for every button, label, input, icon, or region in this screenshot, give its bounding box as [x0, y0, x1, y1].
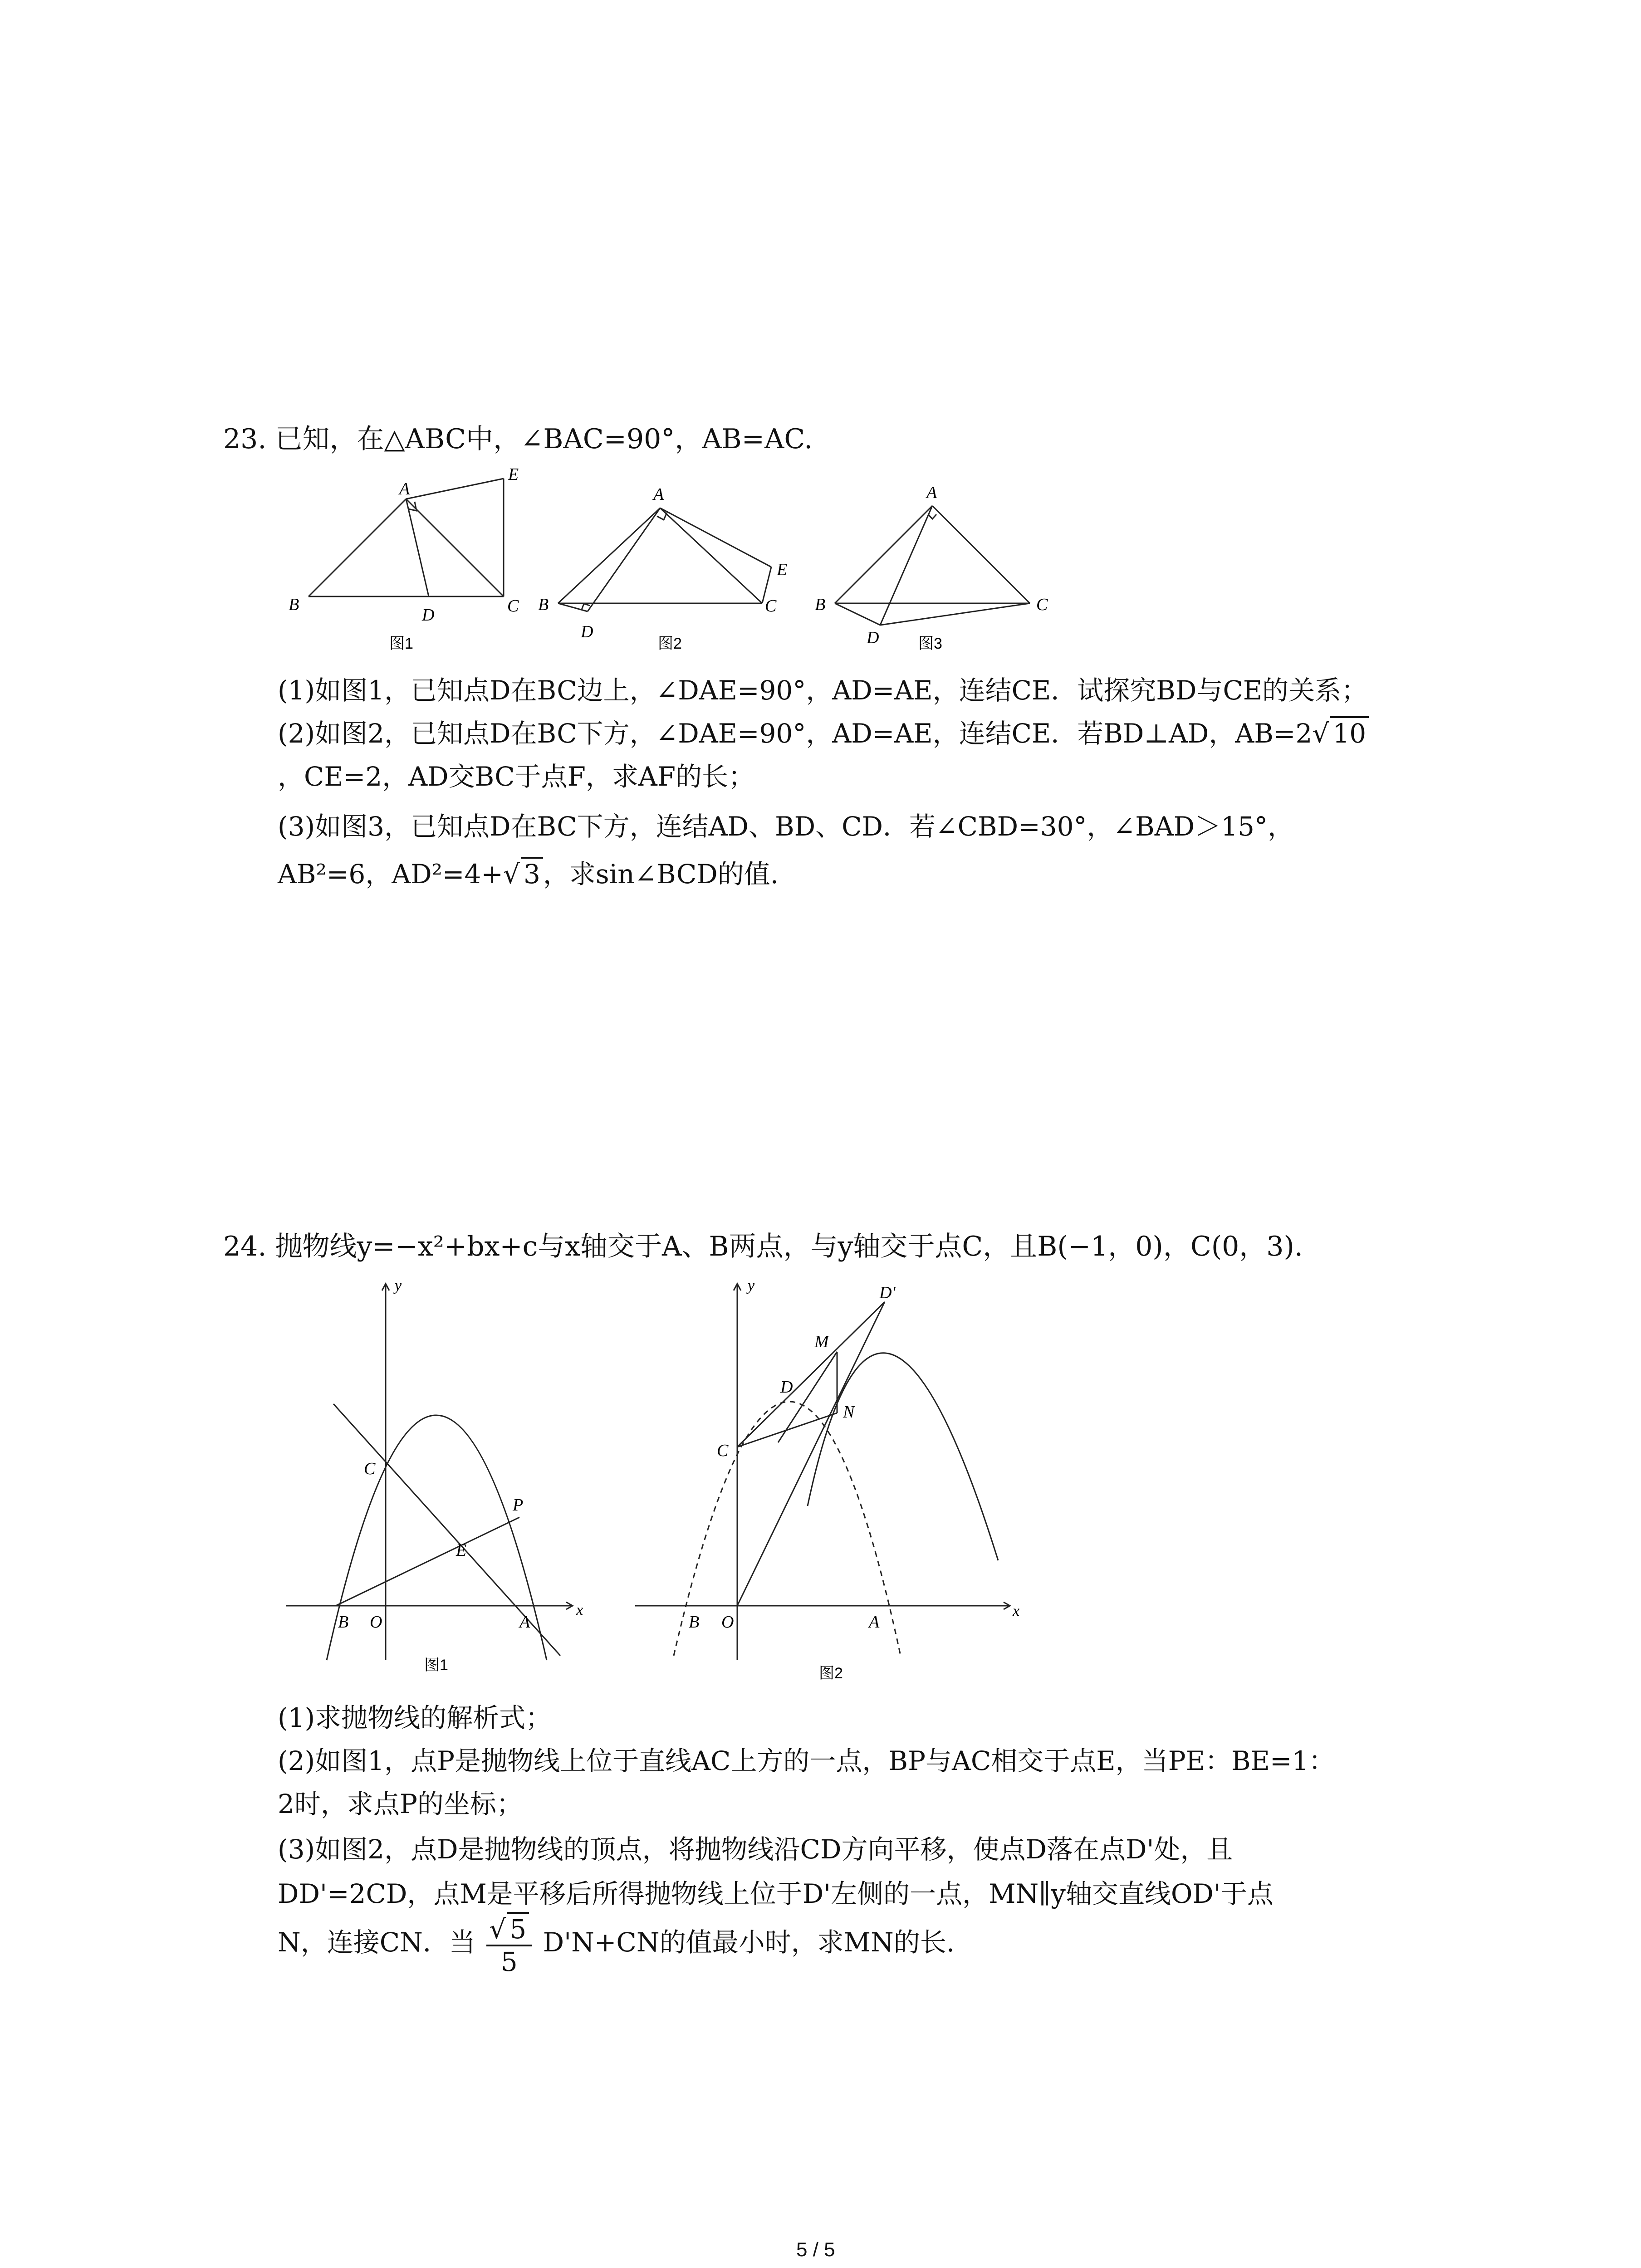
q24-figure-2 — [626, 1261, 1025, 1687]
q24-part3-text-b: D'N+CN的值最小时，求MN的长. — [543, 1927, 955, 1958]
q24-part3-line3 — [278, 1912, 955, 1977]
label-C: C — [717, 1441, 729, 1460]
frac-denominator: 5 — [500, 1946, 518, 1977]
label-D: D — [867, 628, 879, 647]
label-M: M — [814, 1332, 829, 1351]
caption-fig3: 图3 — [918, 635, 942, 652]
axis-y: y — [748, 1277, 755, 1294]
q23-part3-text-b: ，求sin∠BCD的值. — [543, 859, 779, 890]
page-number: 5 / 5 — [796, 2239, 835, 2261]
q23-part2-line1: (2)如图2，已知点D在BC下方，∠DAE=90°，AD=AE，连结CE．若BD⊥AD，AB=2√ 10 — [278, 712, 1369, 750]
q24-part3-line1: (3)如图2，点D是抛物线的顶点，将抛物线沿CD方向平移，使点D落在点D'处，且 — [278, 1834, 1233, 1865]
label-O: O — [721, 1613, 734, 1632]
label-A: A — [519, 1613, 530, 1632]
q23-part3-line1: (3)如图3，已知点D在BC下方，连结AD、BD、CD．若∠CBD=30°，∠BAD＞15°， — [278, 811, 1294, 842]
label-D: D — [581, 622, 593, 641]
label-A: A — [653, 485, 664, 504]
label-B: B — [689, 1613, 700, 1632]
q23-figure-1 — [272, 463, 526, 653]
q24-part2-line2: 2时，求点P的坐标； — [278, 1789, 523, 1819]
caption-q24-fig1: 图1 — [424, 1657, 448, 1674]
q23-figure-3 — [808, 472, 1062, 653]
q23-part2-text: (2)如图2，已知点D在BC下方，∠DAE=90°，AD=AE，连结CE．若BD⊥AD，AB=2 — [278, 718, 1313, 749]
label-C: C — [765, 596, 777, 616]
label-D: D — [422, 606, 435, 625]
label-O: O — [370, 1613, 382, 1632]
q24-part3-line2: DD'=2CD，点M是平移后所得抛物线上位于D'左侧的一点，MN∥y轴交直线OD'于点 — [278, 1878, 1274, 1909]
label-B: B — [538, 595, 549, 614]
fraction-sqrt5-over-5: $\frac{√ 5}{5}$ — [486, 1912, 532, 1977]
q24-figure-1 — [272, 1261, 599, 1687]
label-E: E — [456, 1541, 467, 1560]
label-B: B — [338, 1613, 349, 1632]
label-A: A — [926, 483, 937, 502]
axis-x: x — [1013, 1603, 1020, 1619]
q24-part1: (1)求抛物线的解析式； — [278, 1702, 552, 1733]
q23-title: 23. 已知，在△ABC中，∠BAC=90°，AB=AC. — [223, 423, 813, 455]
label-C: C — [1036, 595, 1048, 614]
label-D: D — [780, 1378, 793, 1397]
label-E: E — [777, 560, 788, 579]
sqrt-10: 10 — [1330, 716, 1369, 749]
q24-title: 24. 抛物线y=−x²+bx+c与x轴交于A、B两点，与y轴交于点C，且B(−1，0)，C(0，3). — [223, 1231, 1303, 1262]
axis-x: x — [576, 1602, 583, 1618]
caption-fig1: 图1 — [389, 635, 413, 652]
frac-numerator: 5 — [507, 1912, 529, 1945]
sqrt-3: 3 — [521, 857, 543, 890]
label-C: C — [507, 596, 519, 616]
label-E: E — [508, 465, 519, 484]
q23-part1: (1)如图1，已知点D在BC边上，∠DAE=90°，AD=AE，连结CE．试探究BD与CE的关系； — [278, 675, 1368, 706]
label-C: C — [364, 1459, 376, 1478]
label-A: A — [399, 479, 410, 499]
caption-fig2: 图2 — [658, 635, 682, 652]
q24-part2-line1: (2)如图1，点P是抛物线上位于直线AC上方的一点，BP与AC相交于点E，当PE：BE=1： — [278, 1745, 1335, 1776]
q23-part2-line2: ，CE=2，AD交BC于点F，求AF的长； — [278, 761, 755, 792]
label-N: N — [843, 1403, 855, 1422]
q23-figure-2 — [526, 472, 817, 653]
axis-y: y — [395, 1277, 402, 1294]
q23-part3-text-a: AB²=6，AD²=4+ — [278, 859, 503, 890]
label-Dp: D' — [879, 1283, 896, 1302]
label-B: B — [815, 595, 826, 614]
label-B: B — [289, 595, 299, 614]
label-P: P — [513, 1496, 524, 1515]
q24-part3-text-a: N，连接CN．当 — [278, 1927, 475, 1958]
caption-q24-fig2: 图2 — [819, 1665, 843, 1682]
label-A: A — [869, 1613, 880, 1632]
q23-part3-line2: AB²=6，AD²=4+√ 3 ，求sin∠BCD的值. — [278, 853, 779, 891]
